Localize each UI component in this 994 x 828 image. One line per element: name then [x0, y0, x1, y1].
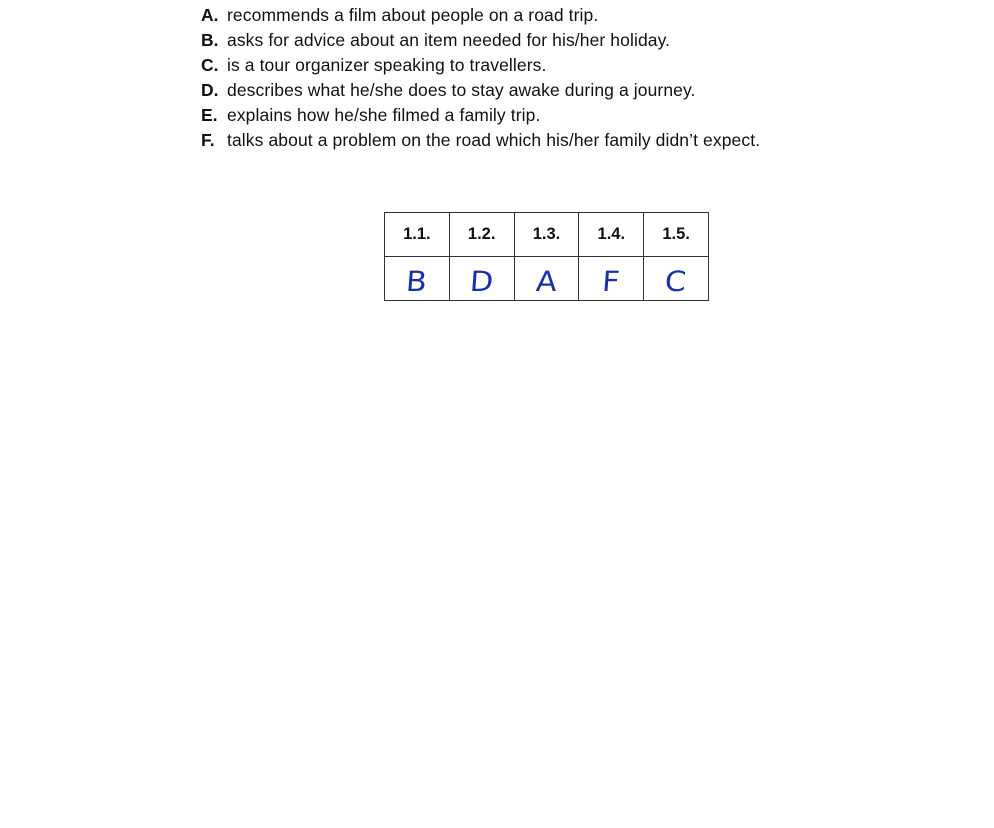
question-number-cell: 1.3.	[514, 213, 579, 257]
answer-cell[interactable]	[644, 257, 709, 301]
option-letter: A.	[201, 5, 219, 25]
handwritten-answer: F	[601, 264, 622, 298]
question-number-cell: 1.4.	[579, 213, 644, 257]
options-list	[201, 4, 760, 154]
option-text: is a tour organizer speaking to travellers.	[227, 55, 547, 75]
answer-grid-answer-row	[385, 257, 709, 301]
option-letter: D.	[201, 80, 219, 100]
option-text: explains how he/she filmed a family trip.	[227, 105, 541, 125]
option-text: recommends a film about people on a road trip.	[227, 5, 599, 25]
option-letter: B.	[201, 30, 219, 50]
option-letter: C.	[201, 55, 219, 75]
option-e	[201, 104, 760, 129]
handwritten-answer: D	[468, 264, 495, 298]
answer-cell[interactable]	[579, 257, 644, 301]
answer-grid-header-row	[385, 213, 709, 257]
question-number-cell: 1.1.	[385, 213, 450, 257]
question-number-cell: 1.2.	[449, 213, 514, 257]
answer-cell[interactable]	[449, 257, 514, 301]
option-a	[201, 4, 760, 29]
option-letter: F.	[201, 130, 215, 150]
option-f	[201, 129, 760, 154]
option-b	[201, 29, 760, 54]
option-text: describes what he/she does to stay awake during a journey.	[227, 80, 696, 100]
option-text: talks about a problem on the road which his/her family didn’t expect.	[227, 130, 761, 150]
option-letter: E.	[201, 105, 218, 125]
question-number-cell: 1.5.	[644, 213, 709, 257]
option-text: asks for advice about an item needed for his/her holiday.	[227, 30, 671, 50]
handwritten-answer: A	[534, 264, 558, 298]
option-c	[201, 54, 760, 79]
handwritten-answer: C	[664, 264, 688, 298]
answer-grid	[384, 212, 709, 301]
option-d	[201, 79, 760, 104]
answer-cell[interactable]	[385, 257, 450, 301]
handwritten-answer: B	[405, 264, 429, 298]
answer-cell[interactable]	[514, 257, 579, 301]
